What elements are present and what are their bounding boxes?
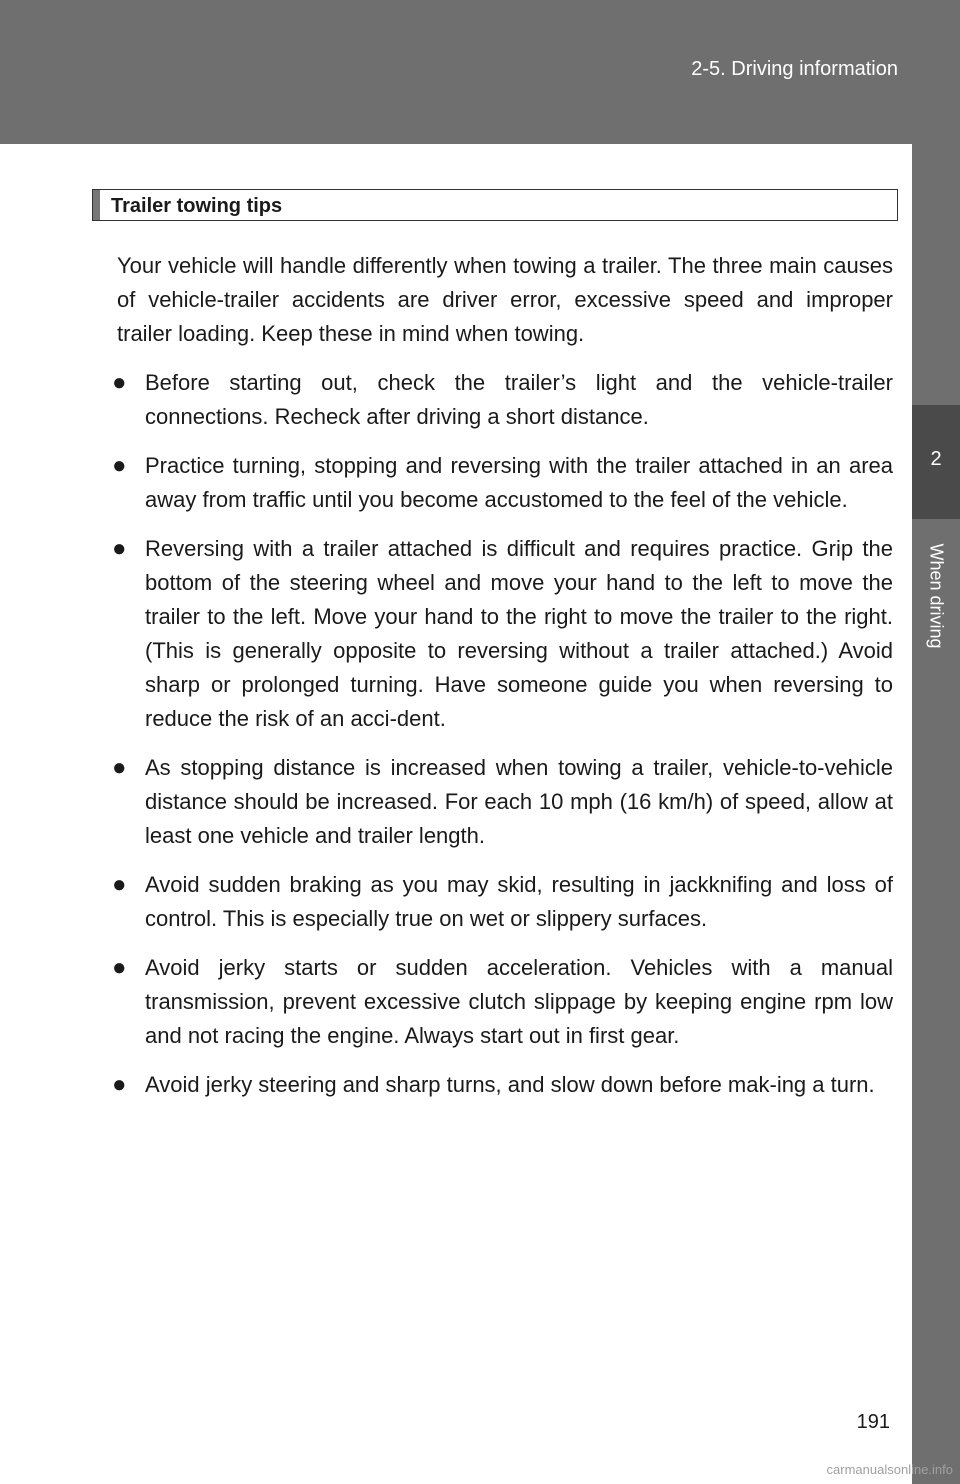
bullet-icon: ● xyxy=(112,535,127,562)
bullet-icon: ● xyxy=(112,369,127,396)
list-item xyxy=(112,751,893,853)
watermark: carmanualsonline.info xyxy=(826,1462,953,1477)
list-item-text: Before starting out, check the trailer’s light and the vehicle-trailer connections. Recheck after driving a short distance. xyxy=(145,370,893,429)
bullet-icon: ● xyxy=(112,754,127,781)
section-heading-box xyxy=(92,189,898,221)
intro-paragraph: Your vehicle will handle differently when towing a trailer. The three main causes of vehicle-trailer accidents are driver error, excessive speed and improper trailer loading. Keep these in mind when towing. xyxy=(117,253,893,346)
list-item-text: Avoid jerky steering and sharp turns, and slow down before mak-ing a turn. xyxy=(145,1072,875,1097)
list-item xyxy=(112,868,893,936)
section-heading: Trailer towing tips xyxy=(111,195,283,217)
list-item-text: Reversing with a trailer attached is difficult and requires practice. Grip the bottom of the steering wheel and move your hand to the left to move the trailer to the left. Move your hand to the right to move the trailer to the right. (This is generally opposite to reversing without a trailer attached.) Avoid sharp or prolonged turning. Have someone guide you when reversing to reduce the risk of an acci-dent. xyxy=(145,536,893,731)
page-number: 191 xyxy=(856,1411,890,1433)
header-band xyxy=(0,0,960,144)
side-tab-chapter-number: 2 xyxy=(930,448,942,470)
list-item xyxy=(112,1068,893,1102)
section-heading-bar xyxy=(93,190,100,220)
list-item-text: Avoid sudden braking as you may skid, resulting in jackknifing and loss of control. This is especially true on wet or slippery surfaces. xyxy=(145,872,893,931)
section-content xyxy=(112,249,893,1117)
list-item xyxy=(112,532,893,736)
list-item-text: Avoid jerky starts or sudden acceleration. Vehicles with a manual transmission, prevent excessive clutch slippage by keeping engine rpm low and not racing the engine. Always start out in first gear. xyxy=(145,955,893,1048)
bullet-icon: ● xyxy=(112,954,127,981)
bullet-icon: ● xyxy=(112,452,127,479)
side-tab-band xyxy=(912,144,960,1484)
side-tab-chapter-label: When driving xyxy=(926,543,947,649)
list-item xyxy=(112,951,893,1053)
list-item-text: As stopping distance is increased when towing a trailer, vehicle-to-vehicle distance should be increased. For each 10 mph (16 km/h) of speed, allow at least one vehicle and trailer length. xyxy=(145,755,893,848)
list-item-text: Practice turning, stopping and reversing with the trailer attached in an area away from traffic until you become accustomed to the feel of the vehicle. xyxy=(145,453,893,512)
bullet-icon: ● xyxy=(112,1071,127,1098)
list-item xyxy=(112,449,893,517)
header-section-title: 2-5. Driving information xyxy=(691,58,898,80)
list-item xyxy=(112,366,893,434)
bullet-icon: ● xyxy=(112,871,127,898)
